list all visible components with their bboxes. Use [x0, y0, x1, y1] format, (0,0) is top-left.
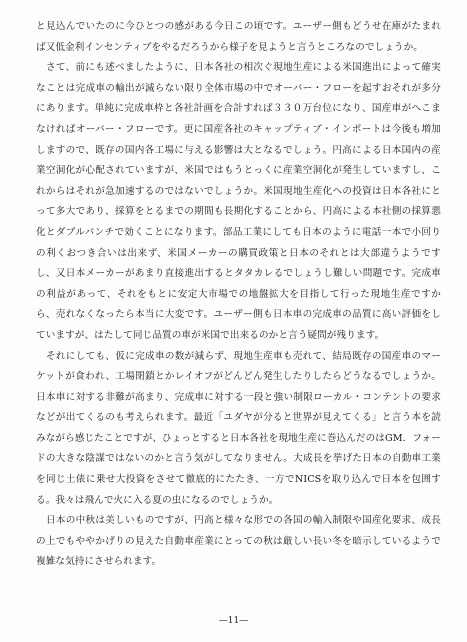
paragraph-4: 日本の中秋は美しいものですが、円高と様々な形での各国の輸入制限や国産化要求、成長の上でもややかげりの見えた自動車産業にとっての秋は厳しい長い冬を暗示しているようで複雑な気持にさせられます。 [36, 515, 441, 568]
paragraph-3: それにしても、仮に完成車の数が減らず、現地生産車も売れて、結局既存の国産車のマーケットが食われ、工場閉鎖とかレイオフがどんどん発生したりしたらどうなるでしょうか。日本車に対する非難が高まり、完成車に対する一段と強い制限ローカル・コンテントの要求などが出てくるのも考えられます。最近「ユダヤが分ると世界が見えてくる」と言う本を読みながら感じたことですが、ひょっとすると日本各社を現地生産に巻込んだのはGM．フォードの大きな陰謀ではないのかと言う気がしてなりません。大成長を挙げた日本の自動車工業を同じ土俵に乗せ大投資をさせて徹底的にたたき、一方でNICSを取り込んで日本を包囲する。我々は飛んで火に入る夏の虫になるのでしょうか。 [36, 350, 441, 506]
paragraph-1: と見込んでいたのに今ひとつの感がある今日この頃です。ユーザー側もどうせ在庫がたまれば又低金利インセンティブをやるだろうから様子を見ようと言うところなのでしょうか。 [36, 21, 441, 53]
article-body [36, 17, 441, 573]
page-number: —11— [218, 616, 249, 626]
paragraph-2: さて、前にも述べましたように、日本各社の相次ぐ現地生産による米国進出によって確実なことは完成車の輸出が減らない限り全体市場の中でオーバー・フローを起すおそれが多分にあります。単純に完成車枠と各社計画を合計すれば３３０万台位になり、国産車がへこまなければオーバー・フローです。更に国産各社のキャップティブ・インポートは今後も増加しますので、既存の国内各工場に与える影響は大となるでしょう。円高による日本国内の産業空洞化が心配されていますが、米国ではもうとっくに産業空洞化が発生していますし、これからはそれが急加速するのではないでしょうか。米国現地生産化への投資は日本各社にとって多大であり、採算をとるまでの期間も長期化することから、円高による本社側の採算悪化とダブルパンチで効くことになります。部品工業にしても日本のように電話一本で小回りの利くおつき合いは出来ず、米国メーカーの購買政策と日本のそれとは大部違うようですし、又日本メーカーがあまり直接進出するとタタカレるでしょうし難しい問題です。完成車の利益があって、それをもとに安定大市場での地盤拡大を目指して行った現地生産ですから、売れなくなったら本当に大変です。ユーザー側も日本車の完成車の品質に高い評価をしていますが、はたして同じ品質の車が米国で出来るのかと言う疑問が残ります。 [36, 62, 441, 341]
